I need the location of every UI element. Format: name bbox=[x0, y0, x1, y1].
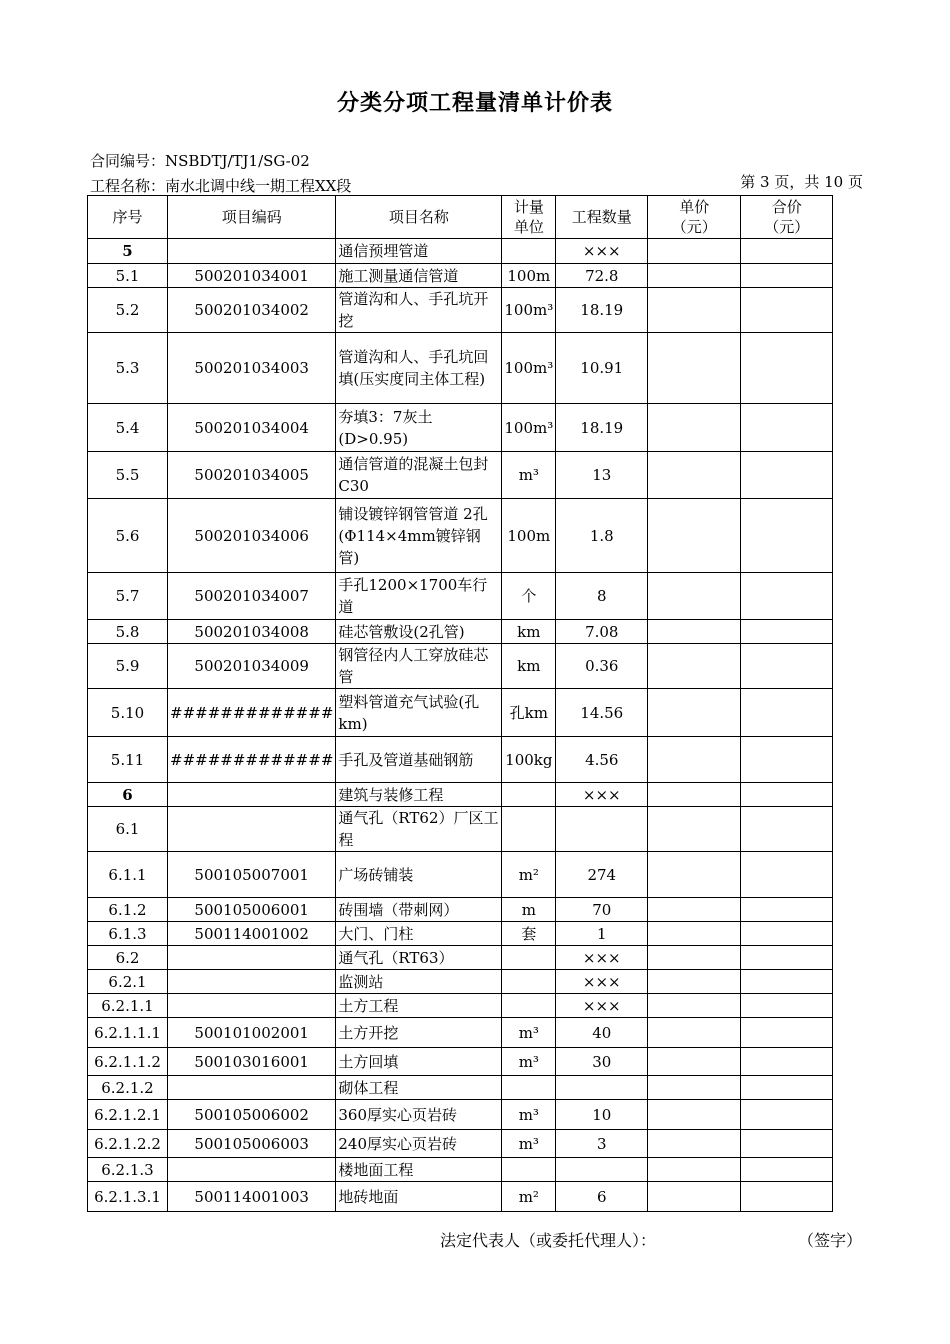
row-seq: 6.2.1.1 bbox=[88, 994, 168, 1018]
row-seq: 5.9 bbox=[88, 644, 168, 689]
row-seq: 5 bbox=[88, 239, 168, 264]
row-qty: 274 bbox=[556, 852, 648, 898]
row-name: 塑料管道充气试验(孔km) bbox=[336, 689, 502, 737]
row-unit-price bbox=[648, 1100, 741, 1130]
row-seq: 6.2.1.3 bbox=[88, 1158, 168, 1182]
row-name: 240厚实心页岩砖 bbox=[336, 1130, 502, 1158]
row-unit: km bbox=[502, 620, 556, 644]
row-unit-price bbox=[648, 783, 741, 807]
row-qty: 10.91 bbox=[556, 333, 648, 404]
row-code: ############# bbox=[168, 689, 336, 737]
row-qty: ××× bbox=[556, 239, 648, 264]
header-code: 项目编码 bbox=[168, 196, 336, 239]
row-seq: 5.6 bbox=[88, 499, 168, 573]
table-row bbox=[88, 644, 833, 689]
row-name: 管道沟和人、手孔坑回填(压实度同主体工程) bbox=[336, 333, 502, 404]
row-unit-price bbox=[648, 644, 741, 689]
table-row bbox=[88, 573, 833, 620]
row-unit-price bbox=[648, 1076, 741, 1100]
row-unit bbox=[502, 1158, 556, 1182]
row-seq: 6.1.1 bbox=[88, 852, 168, 898]
row-code: 500114001003 bbox=[168, 1182, 336, 1212]
row-unit: 孔km bbox=[502, 689, 556, 737]
row-name: 手孔及管道基础钢筋 bbox=[336, 737, 502, 783]
row-seq: 5.5 bbox=[88, 452, 168, 499]
row-unit bbox=[502, 807, 556, 852]
row-seq: 6.1 bbox=[88, 807, 168, 852]
row-total-price bbox=[741, 333, 833, 404]
table-row bbox=[88, 1130, 833, 1158]
row-qty: ××× bbox=[556, 970, 648, 994]
row-qty: 6 bbox=[556, 1182, 648, 1212]
row-code bbox=[168, 239, 336, 264]
row-qty: 8 bbox=[556, 573, 648, 620]
row-seq: 5.2 bbox=[88, 288, 168, 333]
table-row bbox=[88, 1158, 833, 1182]
row-seq: 6.2.1.2 bbox=[88, 1076, 168, 1100]
row-qty: 1.8 bbox=[556, 499, 648, 573]
table-row bbox=[88, 689, 833, 737]
row-total-price bbox=[741, 1048, 833, 1076]
row-seq: 6.2.1.1.1 bbox=[88, 1018, 168, 1048]
row-seq: 5.7 bbox=[88, 573, 168, 620]
row-total-price bbox=[741, 573, 833, 620]
row-unit-price bbox=[648, 499, 741, 573]
row-qty: 0.36 bbox=[556, 644, 648, 689]
row-name: 砌体工程 bbox=[336, 1076, 502, 1100]
row-seq: 6.2.1.2.1 bbox=[88, 1100, 168, 1130]
row-code: 500105006003 bbox=[168, 1130, 336, 1158]
row-unit-price bbox=[648, 737, 741, 783]
row-unit-price bbox=[648, 620, 741, 644]
page-title: 分类分项工程量清单计价表 bbox=[336, 90, 613, 116]
row-total-price bbox=[741, 898, 833, 922]
row-code: 500101002001 bbox=[168, 1018, 336, 1048]
row-unit: 个 bbox=[502, 573, 556, 620]
table-header-row bbox=[88, 196, 833, 239]
row-qty: 18.19 bbox=[556, 404, 648, 452]
table-row bbox=[88, 620, 833, 644]
row-total-price bbox=[741, 452, 833, 499]
row-name: 管道沟和人、手孔坑开挖 bbox=[336, 288, 502, 333]
table-row bbox=[88, 333, 833, 404]
table-row bbox=[88, 946, 833, 970]
row-unit: m³ bbox=[502, 452, 556, 499]
row-unit: 100m bbox=[502, 264, 556, 288]
row-total-price bbox=[741, 404, 833, 452]
row-unit-price bbox=[648, 946, 741, 970]
table-row bbox=[88, 1048, 833, 1076]
row-name: 钢管径内人工穿放硅芯管 bbox=[336, 644, 502, 689]
row-unit-price bbox=[648, 1048, 741, 1076]
row-name: 手孔1200×1700车行道 bbox=[336, 573, 502, 620]
project-name: 工程名称：南水北调中线一期工程XX段 bbox=[90, 177, 352, 195]
row-qty: 13 bbox=[556, 452, 648, 499]
table-row bbox=[88, 994, 833, 1018]
table-row bbox=[88, 783, 833, 807]
row-seq: 6.2.1.2.2 bbox=[88, 1130, 168, 1158]
table-row bbox=[88, 1100, 833, 1130]
row-qty: 10 bbox=[556, 1100, 648, 1130]
row-unit-price bbox=[648, 573, 741, 620]
table-row bbox=[88, 452, 833, 499]
row-seq: 6.2.1.1.2 bbox=[88, 1048, 168, 1076]
row-unit bbox=[502, 994, 556, 1018]
row-total-price bbox=[741, 620, 833, 644]
row-total-price bbox=[741, 994, 833, 1018]
row-code bbox=[168, 970, 336, 994]
row-code: 500114001002 bbox=[168, 922, 336, 946]
row-seq: 5.3 bbox=[88, 333, 168, 404]
row-qty: 4.56 bbox=[556, 737, 648, 783]
row-unit-price bbox=[648, 970, 741, 994]
row-seq: 5.8 bbox=[88, 620, 168, 644]
row-name: 铺设镀锌钢管管道 2孔(Φ114×4mm镀锌钢管) bbox=[336, 499, 502, 573]
table-row bbox=[88, 264, 833, 288]
row-name: 通气孔（RT63） bbox=[336, 946, 502, 970]
header-price: 单价 （元） bbox=[648, 196, 741, 239]
row-code: 500201034001 bbox=[168, 264, 336, 288]
table-row bbox=[88, 1076, 833, 1100]
row-total-price bbox=[741, 499, 833, 573]
header-seq: 序号 bbox=[88, 196, 168, 239]
row-unit-price bbox=[648, 1158, 741, 1182]
row-seq: 5.10 bbox=[88, 689, 168, 737]
row-qty: 1 bbox=[556, 922, 648, 946]
row-unit bbox=[502, 970, 556, 994]
row-qty: 40 bbox=[556, 1018, 648, 1048]
legal-representative-label: 法定代表人（或委托代理人）： bbox=[440, 1231, 657, 1250]
row-code bbox=[168, 994, 336, 1018]
row-name: 通气孔（RT62）厂区工程 bbox=[336, 807, 502, 852]
row-code: ############# bbox=[168, 737, 336, 783]
row-unit-price bbox=[648, 288, 741, 333]
row-seq: 6.1.3 bbox=[88, 922, 168, 946]
row-unit: 100m³ bbox=[502, 404, 556, 452]
row-code bbox=[168, 946, 336, 970]
row-unit-price bbox=[648, 239, 741, 264]
row-unit-price bbox=[648, 689, 741, 737]
row-unit: m³ bbox=[502, 1100, 556, 1130]
row-code: 500201034003 bbox=[168, 333, 336, 404]
row-total-price bbox=[741, 737, 833, 783]
row-code: 500201034007 bbox=[168, 573, 336, 620]
row-name: 硅芯管敷设(2孔管) bbox=[336, 620, 502, 644]
row-seq: 6 bbox=[88, 783, 168, 807]
header-total: 合价 （元） bbox=[741, 196, 833, 239]
row-unit-price bbox=[648, 1130, 741, 1158]
row-qty: 7.08 bbox=[556, 620, 648, 644]
row-seq: 5.1 bbox=[88, 264, 168, 288]
row-name: 楼地面工程 bbox=[336, 1158, 502, 1182]
row-total-price bbox=[741, 1158, 833, 1182]
row-unit bbox=[502, 239, 556, 264]
row-name: 通信预埋管道 bbox=[336, 239, 502, 264]
row-qty bbox=[556, 807, 648, 852]
row-unit-price bbox=[648, 852, 741, 898]
table-row bbox=[88, 922, 833, 946]
table-row bbox=[88, 970, 833, 994]
table-row bbox=[88, 499, 833, 573]
table-row bbox=[88, 737, 833, 783]
row-code bbox=[168, 1158, 336, 1182]
row-total-price bbox=[741, 239, 833, 264]
row-total-price bbox=[741, 1018, 833, 1048]
row-unit: m³ bbox=[502, 1048, 556, 1076]
row-total-price bbox=[741, 970, 833, 994]
row-unit: m³ bbox=[502, 1018, 556, 1048]
row-qty bbox=[556, 1158, 648, 1182]
row-total-price bbox=[741, 1076, 833, 1100]
row-code: 500201034006 bbox=[168, 499, 336, 573]
row-unit: 100m bbox=[502, 499, 556, 573]
row-unit-price bbox=[648, 452, 741, 499]
contract-number: 合同编号：NSBDTJ/TJ1/SG-02 bbox=[90, 152, 310, 170]
row-qty: 70 bbox=[556, 898, 648, 922]
row-name: 土方工程 bbox=[336, 994, 502, 1018]
row-unit: m² bbox=[502, 852, 556, 898]
row-name: 建筑与装修工程 bbox=[336, 783, 502, 807]
row-total-price bbox=[741, 807, 833, 852]
row-code: 500201034002 bbox=[168, 288, 336, 333]
row-name: 施工测量通信管道 bbox=[336, 264, 502, 288]
row-name: 夯填3：7灰土(D>0.95) bbox=[336, 404, 502, 452]
pricing-table bbox=[87, 195, 833, 1212]
table-row bbox=[88, 1018, 833, 1048]
row-total-price bbox=[741, 264, 833, 288]
row-code bbox=[168, 783, 336, 807]
row-qty: ××× bbox=[556, 994, 648, 1018]
row-unit: 套 bbox=[502, 922, 556, 946]
row-unit bbox=[502, 946, 556, 970]
header-unit: 计量 单位 bbox=[502, 196, 556, 239]
row-name: 通信管道的混凝土包封C30 bbox=[336, 452, 502, 499]
row-unit: 100kg bbox=[502, 737, 556, 783]
table-row bbox=[88, 852, 833, 898]
table-row bbox=[88, 288, 833, 333]
row-code: 500201034005 bbox=[168, 452, 336, 499]
row-name: 监测站 bbox=[336, 970, 502, 994]
header-name: 项目名称 bbox=[336, 196, 502, 239]
row-total-price bbox=[741, 1130, 833, 1158]
row-total-price bbox=[741, 644, 833, 689]
row-unit: km bbox=[502, 644, 556, 689]
row-unit-price bbox=[648, 333, 741, 404]
row-code bbox=[168, 807, 336, 852]
row-total-price bbox=[741, 783, 833, 807]
row-code: 500201034009 bbox=[168, 644, 336, 689]
row-unit-price bbox=[648, 994, 741, 1018]
row-unit-price bbox=[648, 807, 741, 852]
row-seq: 5.11 bbox=[88, 737, 168, 783]
row-total-price bbox=[741, 852, 833, 898]
row-code: 500201034004 bbox=[168, 404, 336, 452]
row-seq: 6.2.1.3.1 bbox=[88, 1182, 168, 1212]
header-qty: 工程数量 bbox=[556, 196, 648, 239]
row-code: 500105006002 bbox=[168, 1100, 336, 1130]
row-unit bbox=[502, 1076, 556, 1100]
table-row bbox=[88, 898, 833, 922]
row-code: 500201034008 bbox=[168, 620, 336, 644]
row-total-price bbox=[741, 288, 833, 333]
page-info: 第 3 页，共 10 页 bbox=[740, 173, 863, 191]
row-name: 地砖地面 bbox=[336, 1182, 502, 1212]
table-row bbox=[88, 404, 833, 452]
row-qty: 3 bbox=[556, 1130, 648, 1158]
row-qty: 72.8 bbox=[556, 264, 648, 288]
row-total-price bbox=[741, 946, 833, 970]
row-unit: 100m³ bbox=[502, 333, 556, 404]
row-unit-price bbox=[648, 898, 741, 922]
row-qty: 30 bbox=[556, 1048, 648, 1076]
row-qty: 18.19 bbox=[556, 288, 648, 333]
row-code: 500105006001 bbox=[168, 898, 336, 922]
table-row bbox=[88, 1182, 833, 1212]
table-row bbox=[88, 807, 833, 852]
table-row bbox=[88, 239, 833, 264]
row-qty bbox=[556, 1076, 648, 1100]
row-unit: m³ bbox=[502, 1130, 556, 1158]
row-unit: m bbox=[502, 898, 556, 922]
row-qty: ××× bbox=[556, 946, 648, 970]
row-code: 500105007001 bbox=[168, 852, 336, 898]
row-total-price bbox=[741, 1182, 833, 1212]
row-seq: 6.1.2 bbox=[88, 898, 168, 922]
row-qty: 14.56 bbox=[556, 689, 648, 737]
row-unit-price bbox=[648, 264, 741, 288]
row-name: 砖围墙（带刺网） bbox=[336, 898, 502, 922]
row-total-price bbox=[741, 922, 833, 946]
row-seq: 6.2.1 bbox=[88, 970, 168, 994]
row-unit: m² bbox=[502, 1182, 556, 1212]
row-code: 500103016001 bbox=[168, 1048, 336, 1076]
row-name: 360厚实心页岩砖 bbox=[336, 1100, 502, 1130]
row-seq: 6.2 bbox=[88, 946, 168, 970]
row-total-price bbox=[741, 689, 833, 737]
row-name: 土方回填 bbox=[336, 1048, 502, 1076]
row-unit: 100m³ bbox=[502, 288, 556, 333]
row-unit-price bbox=[648, 1182, 741, 1212]
row-name: 大门、门柱 bbox=[336, 922, 502, 946]
signature-label: （签字） bbox=[798, 1231, 863, 1250]
row-unit-price bbox=[648, 404, 741, 452]
row-qty: ××× bbox=[556, 783, 648, 807]
row-unit-price bbox=[648, 1018, 741, 1048]
row-total-price bbox=[741, 1100, 833, 1130]
row-name: 广场砖铺装 bbox=[336, 852, 502, 898]
row-unit bbox=[502, 783, 556, 807]
row-name: 土方开挖 bbox=[336, 1018, 502, 1048]
row-code bbox=[168, 1076, 336, 1100]
row-seq: 5.4 bbox=[88, 404, 168, 452]
row-unit-price bbox=[648, 922, 741, 946]
